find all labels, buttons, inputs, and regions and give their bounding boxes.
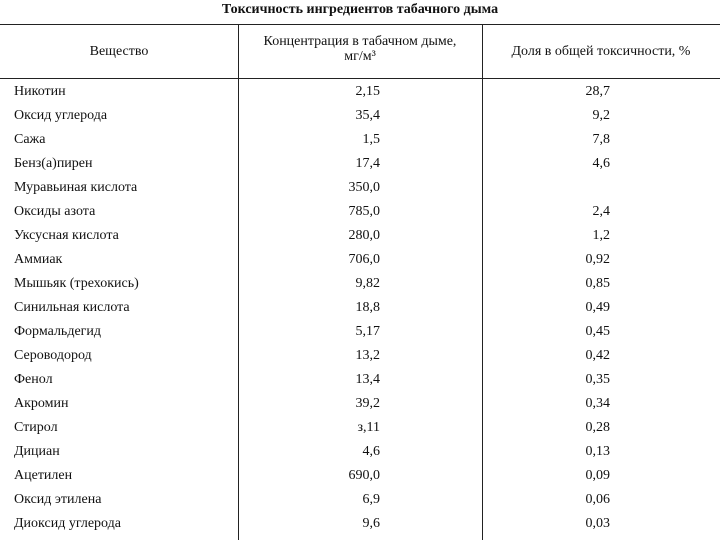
table-title: Токсичность ингредиентов табачного дыма	[221, 2, 499, 17]
share-cell: 0,42	[585, 348, 610, 363]
substance-cell: Мышьяк (трехокись)	[14, 276, 139, 291]
table-top-border	[0, 24, 720, 25]
share-cell: 7,8	[592, 132, 610, 147]
header-concentration-label: Концентрация в табачном дыме,	[263, 34, 457, 49]
table-row	[0, 391, 720, 415]
table-body	[0, 79, 720, 535]
header-substance: Вещество	[89, 44, 149, 59]
table-row	[0, 463, 720, 487]
table-row	[0, 439, 720, 463]
share-cell: 0,49	[585, 300, 610, 315]
concentration-cell: з,11	[357, 420, 380, 435]
share-cell: 28,7	[585, 84, 610, 99]
concentration-cell: 13,2	[355, 348, 380, 363]
share-cell: 0,06	[585, 492, 610, 507]
concentration-cell: 785,0	[348, 204, 380, 219]
concentration-cell: 35,4	[355, 108, 380, 123]
table-row	[0, 247, 720, 271]
table-row	[0, 511, 720, 535]
share-cell: 0,03	[585, 516, 610, 531]
concentration-cell: 280,0	[348, 228, 380, 243]
table-row	[0, 223, 720, 247]
header-concentration-unit: мг/м³	[344, 49, 376, 64]
share-cell: 4,6	[592, 156, 610, 171]
concentration-cell: 690,0	[348, 468, 380, 483]
concentration-cell: 2,15	[355, 84, 380, 99]
substance-cell: Стирол	[14, 420, 58, 435]
substance-cell: Оксид этилена	[14, 492, 102, 507]
substance-cell: Оксиды азота	[14, 204, 96, 219]
table-row	[0, 367, 720, 391]
table-row	[0, 199, 720, 223]
concentration-cell: 1,5	[362, 132, 380, 147]
header-share: Доля в общей токсичности, %	[511, 44, 691, 59]
concentration-cell: 13,4	[355, 372, 380, 387]
substance-cell: Сажа	[14, 132, 46, 147]
share-cell: 2,4	[592, 204, 610, 219]
substance-cell: Ацетилен	[14, 468, 73, 483]
table-row	[0, 295, 720, 319]
concentration-cell: 350,0	[348, 180, 380, 195]
share-cell: 0,92	[585, 252, 610, 267]
share-cell: 9,2	[592, 108, 610, 123]
substance-cell: Оксид углерода	[14, 108, 108, 123]
substance-cell: Никотин	[14, 84, 66, 99]
share-cell: 0,35	[585, 372, 610, 387]
concentration-cell: 18,8	[355, 300, 380, 315]
share-cell: 0,45	[585, 324, 610, 339]
header-concentration	[238, 34, 482, 64]
table-row	[0, 343, 720, 367]
share-cell: 0,34	[585, 396, 610, 411]
concentration-cell: 4,6	[362, 444, 380, 459]
share-cell: 0,28	[585, 420, 610, 435]
share-cell: 0,09	[585, 468, 610, 483]
concentration-cell: 39,2	[355, 396, 380, 411]
share-cell: 0,85	[585, 276, 610, 291]
substance-cell: Диоксид углерода	[14, 516, 121, 531]
substance-cell: Дициан	[14, 444, 60, 459]
concentration-cell: 5,17	[355, 324, 380, 339]
substance-cell: Аммиак	[14, 252, 63, 267]
concentration-cell: 706,0	[348, 252, 380, 267]
substance-cell: Формальдегид	[14, 324, 102, 339]
substance-cell: Муравьиная кислота	[14, 180, 138, 195]
table-row	[0, 151, 720, 175]
substance-cell: Бенз(а)пирен	[14, 156, 93, 171]
table-row	[0, 175, 720, 199]
table-row	[0, 319, 720, 343]
substance-cell: Фенол	[14, 372, 53, 387]
share-cell: 1,2	[592, 228, 610, 243]
concentration-cell: 17,4	[355, 156, 380, 171]
concentration-cell: 9,6	[362, 516, 380, 531]
table-row	[0, 79, 720, 103]
concentration-cell: 9,82	[355, 276, 380, 291]
share-cell: 0,13	[585, 444, 610, 459]
table-row	[0, 487, 720, 511]
concentration-cell: 6,9	[362, 492, 380, 507]
substance-cell: Синильная кислота	[14, 300, 130, 315]
substance-cell: Сероводород	[14, 348, 92, 363]
substance-cell: Уксусная кислота	[14, 228, 119, 243]
table-row	[0, 103, 720, 127]
table-row	[0, 415, 720, 439]
table-row	[0, 271, 720, 295]
table-row	[0, 127, 720, 151]
substance-cell: Акромин	[14, 396, 69, 411]
